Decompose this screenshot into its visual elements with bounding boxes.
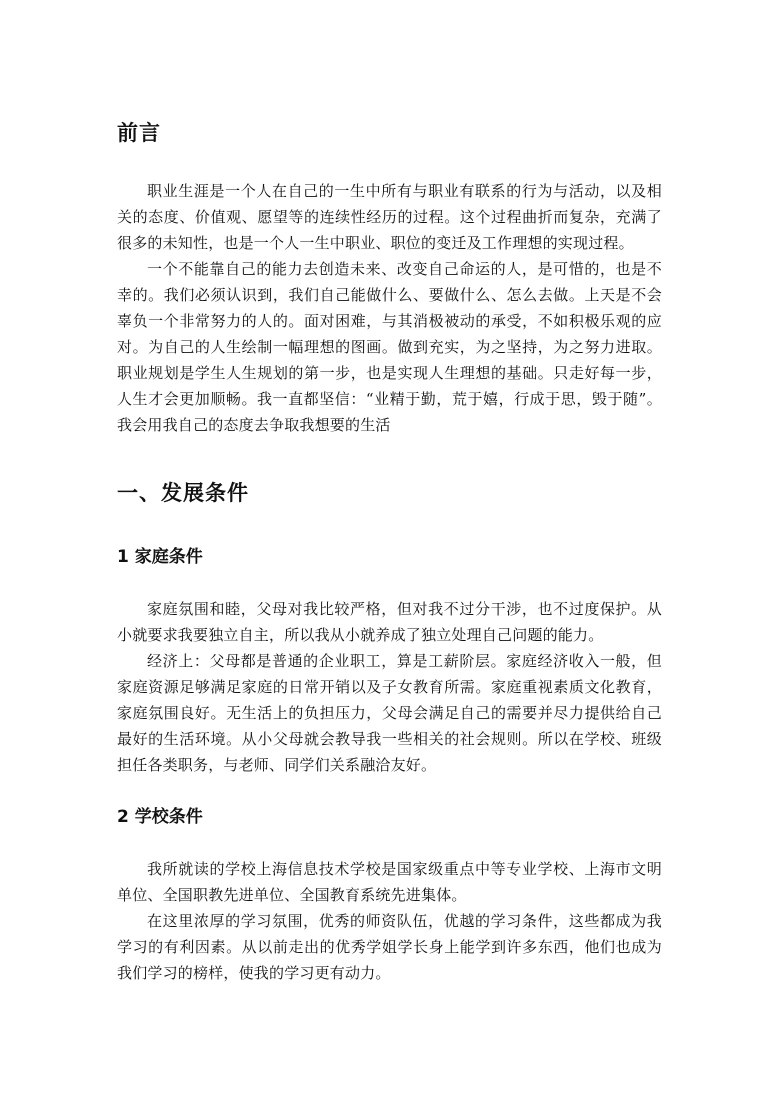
preface-paragraph-1: 职业生涯是一个人在自己的一生中所有与职业有联系的行为与活动，以及相关的态度、价值观、愿望等的连续性经历的过程。这个过程曲折而复杂，充满了很多的未知性，也是一个人一生中职业、职位的变迁及工作理想的实现过程。: [117, 182, 662, 252]
family-paragraph-1: 家庭氛围和睦，父母对我比较严格，但对我不过分干涉，也不过度保护。从小就要求我要独立自主，所以我从小就养成了独立处理自己问题的能力。: [117, 600, 662, 644]
school-paragraph-1: 我所就读的学校上海信息技术学校是国家级重点中等专业学校、上海市文明单位、全国职教先进单位、全国教育系统先进集体。: [117, 860, 662, 904]
subheading-school-conditions: 2 学校条件: [117, 807, 203, 827]
document-content: [117, 118, 662, 986]
subheading-family-conditions: 1 家庭条件: [117, 547, 203, 567]
preface-paragraph-2: 一个不能靠自己的能力去创造未来、改变自己命运的人，是可惜的，也是不幸的。我们必须认识到，我们自己能做什么、要做什么、怎么去做。上天是不会辜负一个非常努力的人的。面对困难，与其消极被动的承受，不如积极乐观的应对。为自己的人生绘制一幅理想的图画。做到充实，为之坚持，为之努力进取。职业规划是学生人生规划的第一步，也是实现人生理想的基础。只走好每一步，人生才会更加顺畅。我一直都坚信：“业精于勤，荒于嬉，行成于思，毁于随”。我会用我自己的态度去争取我想要的生活: [117, 260, 662, 434]
school-paragraph-2: 在这里浓厚的学习氛围，优秀的师资队伍，优越的学习条件，这些都成为我学习的有利因素。从以前走出的优秀学姐学长身上能学到许多东西，他们也成为我们学习的榜样，使我的学习更有动力。: [117, 912, 662, 982]
section-heading-development-conditions: 一、发展条件: [117, 481, 249, 505]
family-paragraph-2: 经济上：父母都是普通的企业职工，算是工薪阶层。家庭经济收入一般，但家庭资源足够满足家庭的日常开销以及子女教育所需。家庭重视素质文化教育，家庭氛围良好。无生活上的负担压力，父母会满足自己的需要并尽力提供给自己最好的生活环境。从小父母就会教导我一些相关的社会规则。所以在学校、班级担任各类职务，与老师、同学们关系融洽友好。: [117, 652, 662, 774]
preface-heading: 前言: [117, 121, 161, 145]
